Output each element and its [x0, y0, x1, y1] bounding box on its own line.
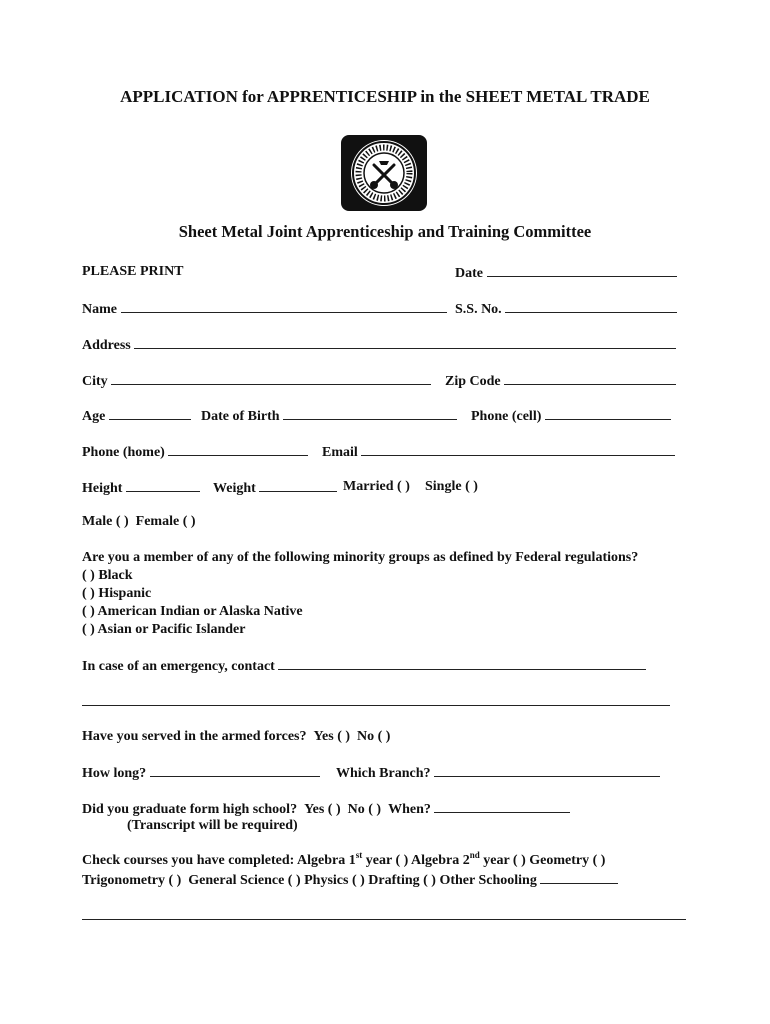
dob-row [201, 406, 457, 426]
date-label: Date [455, 266, 483, 281]
how-long-field[interactable] [150, 763, 320, 777]
course-drafting[interactable]: Drafting ( ) [368, 873, 436, 888]
transcript-note: (Transcript will be required) [127, 818, 298, 833]
other-schooling-field[interactable] [540, 870, 618, 884]
ssn-row [455, 299, 677, 319]
course-physics[interactable]: Physics ( ) [304, 873, 365, 888]
email-field[interactable] [361, 442, 675, 456]
city-label: City [82, 374, 108, 389]
age-label: Age [82, 409, 106, 424]
weight-row [213, 478, 337, 498]
armed-forces-no[interactable]: No ( ) [357, 729, 391, 744]
armed-forces-row [82, 728, 390, 746]
armed-forces-question: Have you served in the armed forces? [82, 729, 307, 744]
date-field[interactable] [487, 263, 677, 277]
gender-row [82, 513, 196, 531]
name-row [82, 299, 447, 319]
male-option[interactable]: Male ( ) [82, 514, 129, 529]
minority-option-black[interactable]: ( ) Black [82, 568, 133, 583]
age-row [82, 406, 191, 426]
emergency-extra-field[interactable] [82, 692, 670, 706]
courses-row-1 [82, 852, 605, 870]
course-algebra-1-sup: st [355, 850, 363, 860]
zip-field[interactable] [504, 371, 676, 385]
ssn-field[interactable] [505, 299, 677, 313]
branch-row [336, 763, 660, 783]
address-row [82, 335, 676, 355]
dob-label: Date of Birth [201, 409, 280, 424]
height-field[interactable] [126, 478, 200, 492]
courses-lead: Check courses you have completed: [82, 853, 295, 868]
address-label: Address [82, 338, 131, 353]
emergency-extra-row [82, 692, 670, 712]
other-schooling-extra-field[interactable] [82, 906, 686, 920]
course-algebra-2-sup: nd [469, 850, 480, 860]
weight-field[interactable] [259, 478, 337, 492]
high-school-yes[interactable]: Yes ( ) [304, 802, 341, 817]
high-school-when-field[interactable] [434, 799, 570, 813]
high-school-when-label: When? [388, 802, 431, 817]
address-field[interactable] [134, 335, 676, 349]
emergency-label: In case of an emergency, contact [82, 659, 275, 674]
course-algebra-1[interactable] [297, 850, 409, 868]
phone-cell-label: Phone (cell) [471, 409, 542, 424]
phone-home-row [82, 442, 308, 462]
courses-row-2 [82, 870, 618, 890]
date-row [455, 263, 677, 283]
name-label: Name [82, 302, 117, 317]
weight-label: Weight [213, 481, 256, 496]
branch-field[interactable] [434, 763, 660, 777]
other-schooling-extra-row [82, 906, 686, 926]
phone-cell-row [471, 406, 671, 426]
single-option[interactable]: Single ( ) [425, 479, 478, 494]
minority-option-native[interactable]: ( ) American Indian or Alaska Native [82, 604, 303, 619]
city-field[interactable] [111, 371, 431, 385]
union-seal-icon [341, 135, 427, 211]
zip-label: Zip Code [445, 374, 501, 389]
course-algebra-2[interactable] [411, 850, 526, 868]
ssn-label: S.S. No. [455, 302, 502, 317]
minority-option-hispanic[interactable]: ( ) Hispanic [82, 586, 152, 601]
course-general-science[interactable]: General Science ( ) [188, 873, 301, 888]
course-algebra-1-label: Algebra 1 [297, 853, 356, 868]
minority-option-asian[interactable]: ( ) Asian or Pacific Islander [82, 622, 246, 637]
phone-cell-field[interactable] [545, 406, 671, 420]
email-row [322, 442, 675, 462]
height-row [82, 478, 200, 498]
how-long-label: How long? [82, 766, 147, 781]
course-algebra-1-year: year ( ) [365, 853, 409, 868]
course-trigonometry[interactable]: Trigonometry ( ) [82, 873, 182, 888]
high-school-no[interactable]: No ( ) [347, 802, 382, 817]
course-geometry[interactable]: Geometry ( ) [529, 853, 606, 868]
name-field[interactable] [121, 299, 447, 313]
document-title: APPLICATION for APPRENTICESHIP in the SHEET METAL TRADE [120, 87, 650, 106]
female-option[interactable]: Female ( ) [135, 514, 196, 529]
course-algebra-2-year: year ( ) [483, 853, 526, 868]
dob-field[interactable] [283, 406, 457, 420]
emergency-field[interactable] [278, 656, 646, 670]
age-field[interactable] [109, 406, 191, 420]
height-label: Height [82, 481, 123, 496]
emergency-row [82, 656, 646, 676]
how-long-row [82, 763, 320, 783]
married-option[interactable]: Married ( ) [343, 479, 410, 494]
please-print-label: PLEASE PRINT [82, 264, 184, 279]
email-label: Email [322, 445, 358, 460]
phone-home-field[interactable] [168, 442, 308, 456]
phone-home-label: Phone (home) [82, 445, 165, 460]
armed-forces-yes[interactable]: Yes ( ) [313, 729, 351, 744]
zip-row [445, 371, 676, 391]
union-logo [341, 135, 427, 211]
high-school-row [82, 799, 570, 819]
high-school-question: Did you graduate form high school? [82, 802, 298, 817]
minority-question: Are you a member of any of the following minority groups as defined by Federal regulations? [82, 550, 639, 565]
city-row [82, 371, 431, 391]
branch-label: Which Branch? [336, 766, 431, 781]
course-algebra-2-label: Algebra 2 [411, 853, 470, 868]
committee-name: Sheet Metal Joint Apprenticeship and Training Committee [178, 222, 592, 241]
other-schooling-label: Other Schooling [439, 873, 537, 888]
